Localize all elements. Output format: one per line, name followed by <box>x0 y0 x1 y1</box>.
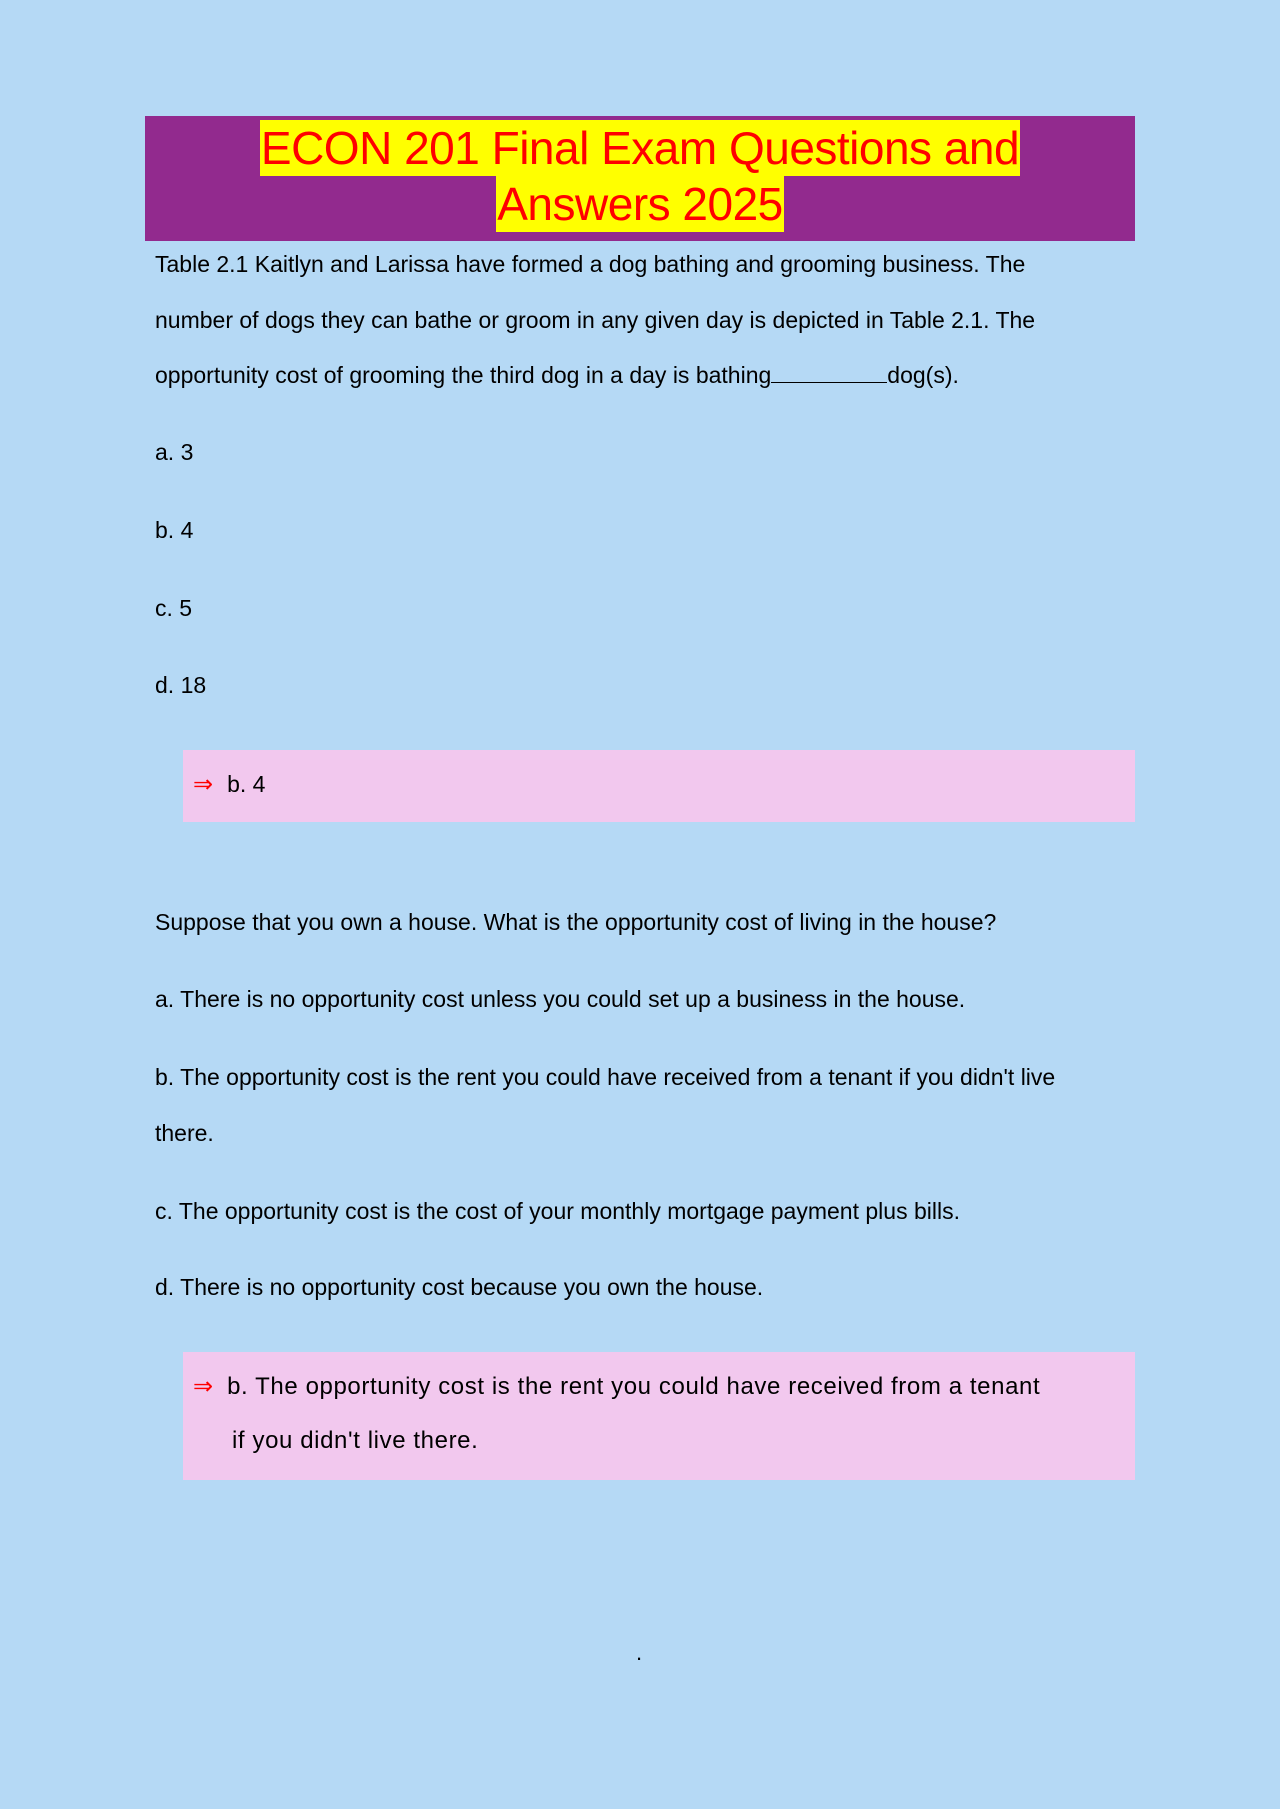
q1-text-line-2: number of dogs they can bathe or groom in any given day is depicted in Table 2.1. The <box>155 307 1036 333</box>
q1-answer-box <box>183 750 1135 822</box>
q2-option-c: c. The opportunity cost is the cost of your monthly mortgage payment plus bills. <box>155 1198 960 1224</box>
q1-answer: b. 4 <box>227 771 266 797</box>
q1-option-d: d. 18 <box>155 672 207 698</box>
q2-answer-row-1 <box>183 1352 1135 1415</box>
page-title-line-1: ECON 201 Final Exam Questions and <box>260 122 1020 174</box>
q1-text-line-3-end: dog(s). <box>887 362 959 388</box>
q2-answer-line-1: b. The opportunity cost is the rent you could have received from a tenant <box>227 1373 1041 1400</box>
q2-option-b-line-2: there. <box>155 1120 214 1146</box>
q1-text-line-3-start: opportunity cost of grooming the third dog in a day is bathing <box>155 362 772 388</box>
title-banner <box>145 116 1135 241</box>
q1-text-line-3 <box>155 347 959 403</box>
arrow-icon: ⇒ <box>193 1373 214 1400</box>
q1-option-a: a. 3 <box>155 439 194 465</box>
blank-line <box>771 360 887 383</box>
q2-answer-line-2: if you didn't live there. <box>232 1427 479 1454</box>
q2-option-d: d. There is no opportunity cost because you own the house. <box>155 1274 764 1300</box>
q2-option-a: a. There is no opportunity cost unless you could set up a business in the house. <box>155 986 966 1012</box>
q1-option-b: b. 4 <box>155 517 194 543</box>
q2-answer-row-2 <box>183 1413 1135 1469</box>
q2-question: Suppose that you own a house. What is the opportunity cost of living in the house? <box>155 909 997 935</box>
arrow-icon: ⇒ <box>193 771 214 798</box>
q1-answer-row <box>183 750 1135 812</box>
q1-option-c: c. 5 <box>155 595 193 621</box>
q1-text-line-1: Table 2.1 Kaitlyn and Larissa have formed a dog bathing and grooming business. The <box>155 251 1026 277</box>
footer-dot: . <box>636 1640 643 1665</box>
q2-answer-box <box>183 1352 1135 1480</box>
page-title-line-2: Answers 2025 <box>497 178 783 230</box>
q2-option-b-line-1: b. The opportunity cost is the rent you could have received from a tenant if you didn't live <box>155 1064 1056 1090</box>
